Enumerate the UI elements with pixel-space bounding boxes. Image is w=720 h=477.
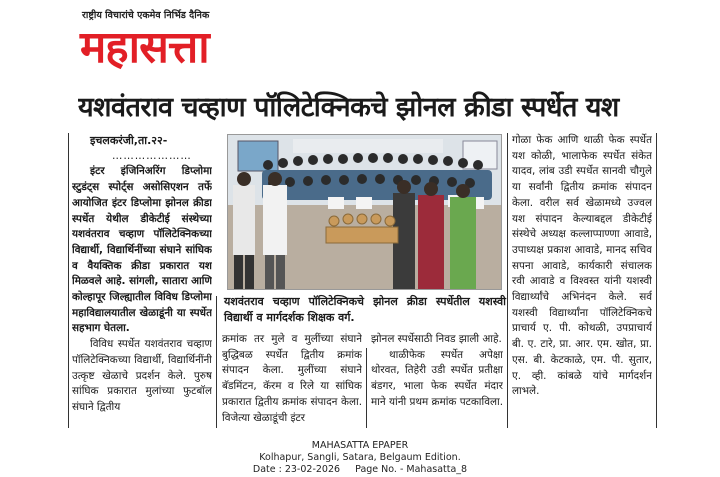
footer-date-page: Date : 23-02-2026 Page No. - Mahasatta_8	[252, 464, 468, 475]
article-paragraph: गोळा फेक आणि थाळी फेक स्पर्धेत यश कोळी, भालाफेक स्पर्धेत संकेत यादव, लांब उडी स्पर्धेत सानवी चौगुले या सर्वांनी द्वितीय क्रमांक संपादन केला. वरील सर्व खेळामध्ये उज्वल यश संपादन केल्याबद्दल डीकेटीई संस्थेचे अध्यक्ष कल्लाप्पाण्णा आवाडे, उपाध्यक्ष प्रकाश आवाडे, मानद सचिव सपना आवाडे, कार्यकारी संचालक रवी आवाडे व विश्वस्त यांनी यशस्वी विद्यार्थ्यांचे अभिनंदन केले. सर्व यशस्वी विद्यार्थ्यांना पॉलिटेक्निकचे प्राचार्य ए. पी. कोथळी, उपप्राचार्य बी. ए. टारे, प्रा. आर. एम. खोत, प्रा. एस. बी. केटकाळे, एम. पी. सुतार, ए. व्ही. कांबळे यांचे मार्गदर्शन लाभले.	[512, 134, 652, 398]
article-column-2	[222, 332, 362, 428]
article-paragraph: इंटर इंजिनिअरिंग डिप्लोमा स्टुडंट्स स्पोर्ट्स असोसिएशन तर्फे आयोजित इंटर डिप्लोमा झोनल क्रीडा स्पर्धेत येथील डीकेटीई संस्थेच्या यशवंतराव चव्हाण पॉलिटेक्निकच्या विद्यार्थी, विद्यार्थिनींच्या संघाने सांघिक व वैयक्तिक क्रीडा प्रकारात यश मिळवले आहे. सांगली, सातारा आणि कोल्हापूर जिल्ह्यातील विविध डिप्लोमा महाविद्यालयातील खेळाडूंनी या स्पर्धेत सहभाग घेतला.	[72, 165, 212, 335]
column-divider	[216, 296, 217, 428]
article-column-3	[371, 332, 503, 428]
column-divider	[507, 133, 508, 428]
article-paragraph: थाळीफेक स्पर्धेत अपेक्षा थोरवत, तिहेरी उडी स्पर्धेत प्रतीक्षा बंडगर, भाला फेक स्पर्धेत मंदार माने यांनी प्रथम क्रमांक पटकाविला.	[371, 348, 503, 408]
photo-caption: यशवंतराव चव्हाण पॉलिटेक्निकचे झोनल क्रीडा स्पर्धेतील यशस्वी विद्यार्थी व मार्गदर्शक शिक्षक वर्ग.	[224, 295, 506, 324]
masthead-tagline: राष्ट्रीय विचारांचे एकमेव निर्भिड दैनिक	[82, 10, 210, 21]
article-headline: यशवंतराव चव्हाण पॉलिटेक्निकचे झोनल क्रीडा स्पर्धेत यश	[78, 92, 619, 123]
article-paragraph: झोनल स्पर्धेसाठी निवड झाली आहे.	[371, 333, 502, 345]
epaper-footer	[0, 440, 720, 476]
dateline-dots: …………………	[112, 149, 192, 162]
article-paragraph: विविध स्पर्धेत यशवंतराव चव्हाण पॉलिटेक्निकच्या विद्यार्थी, विद्यार्थिनींनी उत्कृष्ट खेळाचे प्रदर्शन केले. पुरुष सांघिक प्रकारात मुलांच्या फुटबॉल संघाने द्वितीय	[72, 338, 212, 413]
column-divider	[68, 133, 69, 428]
dateline: इचलकरंजी,ता.२२-	[90, 134, 168, 147]
column-divider	[366, 348, 367, 428]
footer-edition: Kolhapur, Sangli, Satara, Belgaum Edition.	[259, 452, 461, 463]
footer-publication: MAHASATTA EPAPER	[311, 440, 409, 451]
article-column-1	[72, 133, 212, 428]
column-divider	[656, 133, 657, 428]
newspaper-logo: महासत्ता	[80, 22, 209, 73]
article-paragraph: क्रमांक तर मुले व मुलींच्या संघाने बुद्धिबळ स्पर्धेत द्वितीय क्रमांक संपादन केला. मुलींच्या संघाने बॅडमिंटन, कॅरम व रिले या सांघिक प्रकारात द्वितीय क्रमांक संपादन केला. विजेत्या खेळाडूंची इंटर	[222, 333, 362, 424]
masthead	[82, 8, 272, 76]
article-column-4	[512, 133, 652, 428]
group-photo	[227, 134, 502, 290]
